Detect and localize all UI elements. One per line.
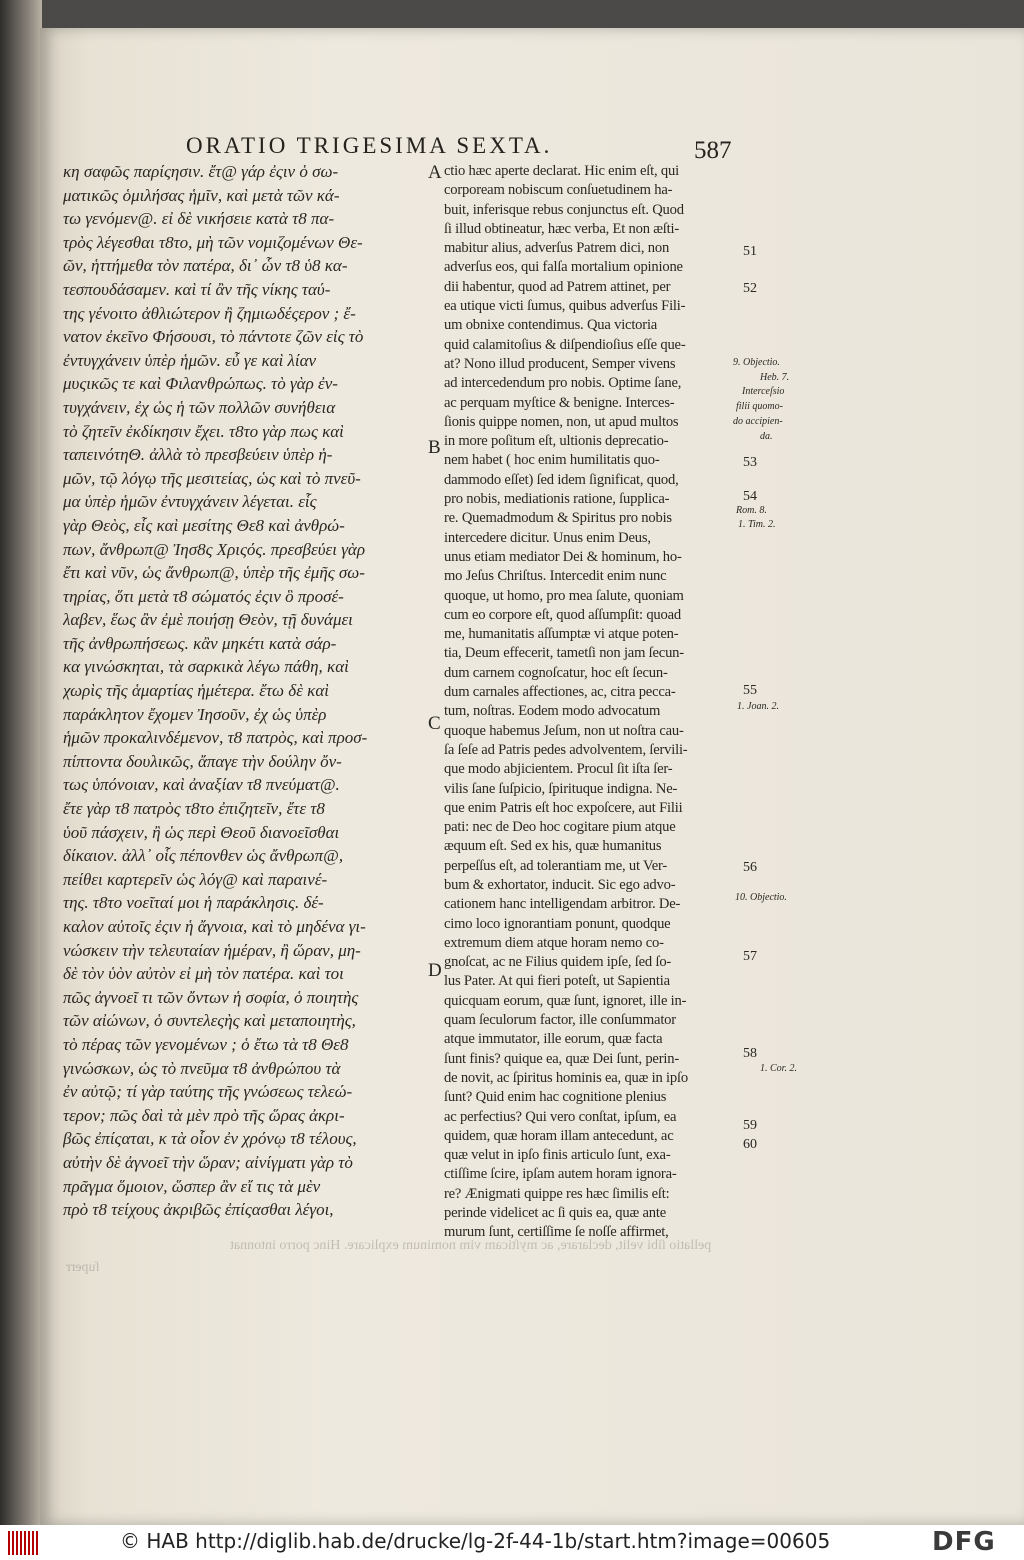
text-line: πείθει καρτερεῖν ὡς λόγ@ καὶ παραινέ- [63, 869, 328, 889]
text-line: δίκαιον. ἀλλ᾽ οἷς πέπονθεν ὡς ἄνθρωπ@, [63, 846, 344, 866]
text-line: quidem, quæ horam illam antecedunt, ac [444, 1127, 674, 1144]
text-line: extremum diem atque horam nemo co- [444, 934, 664, 951]
text-line: πρὸ τ8 τείχους ἀκριβῶς ἐπίςασθαι λέγοι, [63, 1200, 334, 1220]
margin-note: filii quomo- [736, 401, 783, 412]
text-line: μυςικῶς τε καὶ Φιλανθρώπως. τὸ γὰρ ἐν- [63, 374, 338, 394]
text-line: τῶν αἰώνων, ὁ συντελεςὴς καὶ μεταποιητὴς, [63, 1011, 356, 1031]
text-line: bum & exhortator, inducit. Sic ego advo- [444, 876, 676, 893]
margin-number: 57 [743, 949, 757, 964]
margin-number: 54 [743, 489, 757, 504]
margin-number: 53 [743, 455, 757, 470]
text-line: ταπεινότηΘ. ἀλλὰ τὸ πρεσβεύειν ὑπὲρ ἡ- [63, 445, 333, 465]
text-line: lus Pater. At qui fieri poteſt, ut Sapientia [444, 973, 670, 990]
text-line: me, humanitatis aſſumptæ vi atque poten- [444, 626, 679, 643]
text-line: quicquam eorum, quæ ſunt, ignoret, ille in- [444, 992, 687, 1009]
text-line: ſa ſeſe ad Patris pedes advolventem, ſervili- [444, 741, 688, 758]
text-line: perinde videlicet ac ſi quis ea, quæ ante [444, 1205, 666, 1222]
dfg-logo: DFG [932, 1527, 996, 1557]
text-line: corpoream nobiscum conſuetudinem ha- [444, 182, 673, 199]
text-line: τεσπουδάσαμεν. καὶ τί ἂν τῆς νίκης ταύ- [63, 279, 331, 299]
book-binding [0, 0, 42, 1525]
text-line: cum eo corpore eſt, quod aſſumpſit: quoad [444, 606, 681, 623]
section-marker-d: D [428, 960, 442, 981]
margin-number: 51 [743, 244, 757, 259]
text-line: ad intercedendum pro nobis. Optime ſane, [444, 375, 682, 392]
text-line: καλον αὐτοῖς ἐςιν ἡ ἄγνοια, καὶ τὸ μηδένα γι- [63, 917, 366, 936]
text-line: λαβεν, ἕως ἂν ἐμὲ ποιήσῃ Θεὸν, τῇ δυνάμει [63, 610, 353, 630]
section-marker-a: A [428, 162, 442, 183]
text-line: τῆς ἀνθρωπήσεως. κἂν μηκέτι κατὰ σάρ- [63, 633, 337, 653]
text-line: ſunt finis? quique ea, quæ Dei ſunt, perin- [444, 1050, 679, 1067]
text-line: perpeſſus eſt, ad tolerantiam me, ut Ver- [444, 857, 668, 874]
text-line: γὰρ Θεὸς, εἷς καὶ μεσίτης Θε8 καὶ ἀνθρώ- [63, 515, 345, 535]
text-line: ἐντυγχάνειν ὑπὲρ ἡμῶν. εὖ γε καὶ λίαν [63, 350, 317, 370]
text-line: atque immutator, ille eorum, quæ facta [444, 1031, 663, 1048]
margin-note: 1. Tim. 2. [738, 519, 776, 530]
text-line: que modo abjicientem. Procul ſit iſta ſer- [444, 761, 673, 778]
text-line: adverſus eos, qui falſa mortalium opinione [444, 259, 683, 276]
margin-note: da. [760, 431, 773, 442]
text-line: unus etiam mediator Dei & hominum, ho- [444, 548, 682, 565]
text-line: νατον ἐκεῖνο Φήσουσι, τὸ πάντοτε ζῶν εἰς τὸ [63, 327, 364, 347]
text-line: τηρίας, ὅτι μετὰ τ8 σώματός ἐςιν ὃ προσέ- [63, 586, 344, 606]
text-line: ἐν αὐτῷ; τί γὰρ ταύτης τῆς γνώσεως τελεώ- [63, 1082, 353, 1102]
section-marker-c: C [428, 713, 441, 734]
text-line: quoque habemus Jeſum, non ut noſtra cau- [444, 722, 684, 739]
text-line: ματικῶς ὁμιλήσας ἡμῖν, καὶ μετὰ τῶν κά- [63, 185, 340, 205]
section-marker-b: B [428, 437, 441, 458]
text-line: tum, noſtras. Eodem modo advocatum [444, 703, 661, 720]
copyright-url[interactable]: © HAB http://diglib.hab.de/drucke/lg-2f-44-1b/start.htm?image=00605 [120, 1529, 831, 1553]
text-line: τυγχάνειν, ἐχ ὡς ἡ τῶν πολλῶν συνήθεια [63, 397, 336, 417]
margin-number: 56 [743, 860, 757, 875]
text-line: νώσκειν τὴν τελευταίαν ἡμέραν, ἢ ὥραν, μη- [63, 940, 361, 960]
text-line: tia, Deum effecerit, tametſi non jam ſecun- [444, 645, 684, 662]
text-line: γινώσκων, ὡς τὸ πνεῦμα τ8 ἀνθρώπου τὰ [63, 1058, 341, 1078]
text-line: ὑοῦ πάσχειν, ἢ ὡς περὶ Θεοῦ διανοεῖσθαι [63, 822, 340, 842]
text-line: μῶν, τῷ λόγῳ τῆς μεσιτείας, ὡς καὶ τὸ πνεῦ- [63, 468, 361, 488]
text-line: δὲ τὸν ὑὸν αὐτὸν εἰ μὴ τὸν πατέρα. καὶ τοι [63, 964, 344, 984]
text-line: της. τ8το νοεῖταί μοι ἡ παράκλησις. δέ- [63, 893, 324, 913]
text-line: ctiſſime ſcire, ipſam autem horam ignora- [444, 1166, 677, 1183]
text-line: πίπτοντα δουλικῶς, ἄπαγε τὴν δούλην ὄν- [63, 751, 342, 771]
footer-bar [0, 1525, 1024, 1560]
text-line: murum ſunt, certiſſime ſe noſſe affirmet, [444, 1224, 669, 1241]
margin-note: 1. Joan. 2. [737, 701, 779, 712]
text-line: ſionis quippe nomen, non, ut apud multos [444, 413, 679, 430]
text-line: æquum eſt. Sed ex his, quæ humanitus [444, 838, 662, 855]
margin-note: 10. Objectio. [735, 892, 787, 903]
text-line: re. Quemadmodum & Spiritus pro nobis [444, 510, 672, 527]
text-line: πων, ἄνθρωπ@ Ἰησ8ς Χριςός. πρεσβεύει γὰρ [63, 539, 365, 559]
bleed-through-text: ſuperr [66, 1260, 100, 1275]
margin-number: 52 [743, 281, 757, 296]
text-line: dum carnem cognoſcatur, hoc eſt ſecun- [444, 664, 668, 681]
bleed-through-text: pellatio ſibi velit, declarare, ac myſticam vim nominum explicare. Hinc porro intonnat [230, 1238, 712, 1253]
margin-number: 58 [743, 1046, 757, 1061]
text-line: vilis ſane ſuſpicio, ſpirituque indigna. Ne- [444, 780, 678, 797]
text-line: quæ velut in ipſo finis articulo ſunt, exa- [444, 1147, 671, 1164]
text-line: dammodo eſſet) ſed idem ſignificat, quod, [444, 471, 679, 488]
text-line: ſunt? Quid enim hac cognitione plenius [444, 1089, 667, 1106]
text-line: um obnixe contendimus. Qua victoria [444, 317, 658, 334]
barcode-icon [8, 1531, 40, 1555]
text-line: τερον; πῶς δαὶ τὰ μὲν πρὸ τῆς ὥρας ἀκρι- [63, 1105, 345, 1125]
text-line: intercedere dicitur. Unus enim Deus, [444, 529, 651, 546]
text-line: quoque, ut homo, pro mea ſalute, quoniam [444, 587, 684, 604]
text-line: mo Jeſus Chriſtus. Intercedit enim nunc [444, 568, 667, 585]
text-line: pati: nec de Deo hoc cogitare pium atque [444, 819, 676, 836]
text-line: re? Ænigmati quippe res hæc ſimilis eſt: [444, 1185, 670, 1202]
margin-number: 55 [743, 683, 757, 698]
text-line: κη σαφῶς παρίςησιν. ἔτ@ γάρ ἐςιν ὁ σω- [63, 162, 339, 181]
text-line: pro nobis, mediationis ratione, ſupplica- [444, 491, 670, 508]
text-line: μα ὑπὲρ ἡμῶν ἐντυγχάνειν λέγεται. εἷς [63, 492, 317, 512]
margin-number: 60 [743, 1137, 757, 1152]
page-number: 587 [694, 137, 732, 164]
text-line: mabitur alius, adverſus Patrem dici, non [444, 240, 670, 257]
text-line: τω γενόμεν@. εἰ δὲ νικήσειε κατὰ τ8 πα- [63, 209, 335, 229]
margin-note: Interceſsio [742, 386, 785, 397]
text-line: παράκλητον ἔχομεν Ἰησοῦν, ἐχ ὡς ὑπὲρ [63, 704, 327, 724]
margin-note: do accipien- [733, 416, 783, 427]
text-line: nem habet ( hoc enim humilitatis quo- [444, 452, 660, 469]
text-line: cimo loco ignorantiam ponunt, quodque [444, 915, 671, 932]
text-line: ſi illud obtineatur, hæc verba, Et non æſti- [444, 220, 680, 237]
text-line: της γένοιτο ἀθλιώτερον ἢ ζημιωδέςερον ; ἔ- [63, 303, 356, 323]
text-line: τὸ πέρας τῶν γενομένων ; ὁ ἔτω τὰ τ8 Θε8 [63, 1034, 349, 1054]
text-line: ea utique victi ſumus, quibus adverſus Fili- [444, 298, 686, 315]
text-line: βῶς ἐπίςαται, κ τὰ οἷον ἐν χρόνῳ τ8 τέλους, [63, 1129, 357, 1149]
text-line: quid calamitoſius & diſpendioſius eſſe que- [444, 336, 686, 353]
margin-note: Rom. 8. [736, 505, 767, 516]
text-line: τρὸς λέγεσθαι τ8το, μὴ τῶν νομιζομένων Θε- [63, 232, 363, 252]
margin-note: 9. Objectio. [733, 357, 780, 368]
text-line: ἡμῶν προκαλινδέμενον, τ8 πατρὸς, καὶ προσ- [63, 728, 368, 748]
margin-note: Heb. 7. [760, 372, 790, 383]
text-line: buit, inferisque rebus conjunctus eſt. Quod [444, 201, 684, 218]
text-line: in more poſitum eſt, ultionis deprecatio- [444, 433, 669, 450]
latin-text-column [444, 162, 736, 1243]
text-line: κα γινώσκηται, τὰ σαρκικὰ λέγω πάθη, καὶ [63, 657, 349, 677]
text-line: τως ὑπόνοιαν, καὶ ἀναξίαν τ8 πνεύματ@. [63, 775, 340, 795]
text-line: dii habentur, quod ad Patrem attinet, per [444, 278, 671, 295]
margin-note: 1. Cor. 2. [760, 1063, 797, 1074]
text-line: dum carnales affectiones, ac, citra pecca- [444, 684, 676, 701]
text-line: que enim Patris eſt hoc expoſcere, aut Filii [444, 799, 683, 816]
text-line: ac perquam myſtice & benigne. Interces- [444, 394, 675, 411]
text-line: cationem hanc intelligendam arbitror. De- [444, 896, 681, 913]
greek-text-column [63, 160, 435, 1222]
margin-number: 59 [743, 1118, 757, 1133]
text-line: τὸ ζητεῖν ἐκδίκησιν ἔχει. τ8το γὰρ πως καὶ [63, 421, 344, 441]
text-line: ῶν, ἡττήμεθα τὸν πατέρα, δι᾽ ὧν τ8 ὑ8 κα- [63, 256, 348, 276]
text-line: πῶς ἀγνοεῖ τι τῶν ὄντων ἡ σοφία, ὁ ποιητὴς [63, 987, 359, 1007]
text-line: gnoſcat, ac ne Filius quidem ipſe, ſed ſo- [444, 954, 672, 971]
text-line: at? Nono illud producent, Semper vivens [444, 355, 676, 372]
text-line: de novit, ac ſpiritus hominis ea, quæ in ipſo [444, 1069, 688, 1086]
text-line: ἔτι καὶ νῦν, ὡς ἄνθρωπ@, ὑπὲρ τῆς ἐμῆς σω- [63, 563, 365, 583]
running-title: ORATIO TRIGESIMA SEXTA. [186, 133, 553, 158]
text-line: ac perfectius? Qui vero conſtat, ipſum, ea [444, 1108, 677, 1125]
text-line: χωρὶς τῆς ἁμαρτίας ἡμέτερα. ἔτω δὲ καὶ [63, 681, 329, 701]
text-line: ἔτε γὰρ τ8 πατρὸς τ8το ἐπιζητεῖν, ἔτε τ8 [63, 799, 325, 819]
text-line: quam ſeculorum factor, ille conſummator [444, 1012, 676, 1029]
text-line: ctio hæc aperte declarat. Hic enim eſt, qui [444, 163, 679, 179]
text-line: αὐτὴν δὲ ἀγνοεῖ τὴν ὥραν; αἰνίγματι γὰρ τὸ [63, 1152, 353, 1172]
text-line: πρᾶγμα ὅμοιον, ὥσπερ ἂν εἴ τις τὰ μὲν [63, 1176, 321, 1196]
